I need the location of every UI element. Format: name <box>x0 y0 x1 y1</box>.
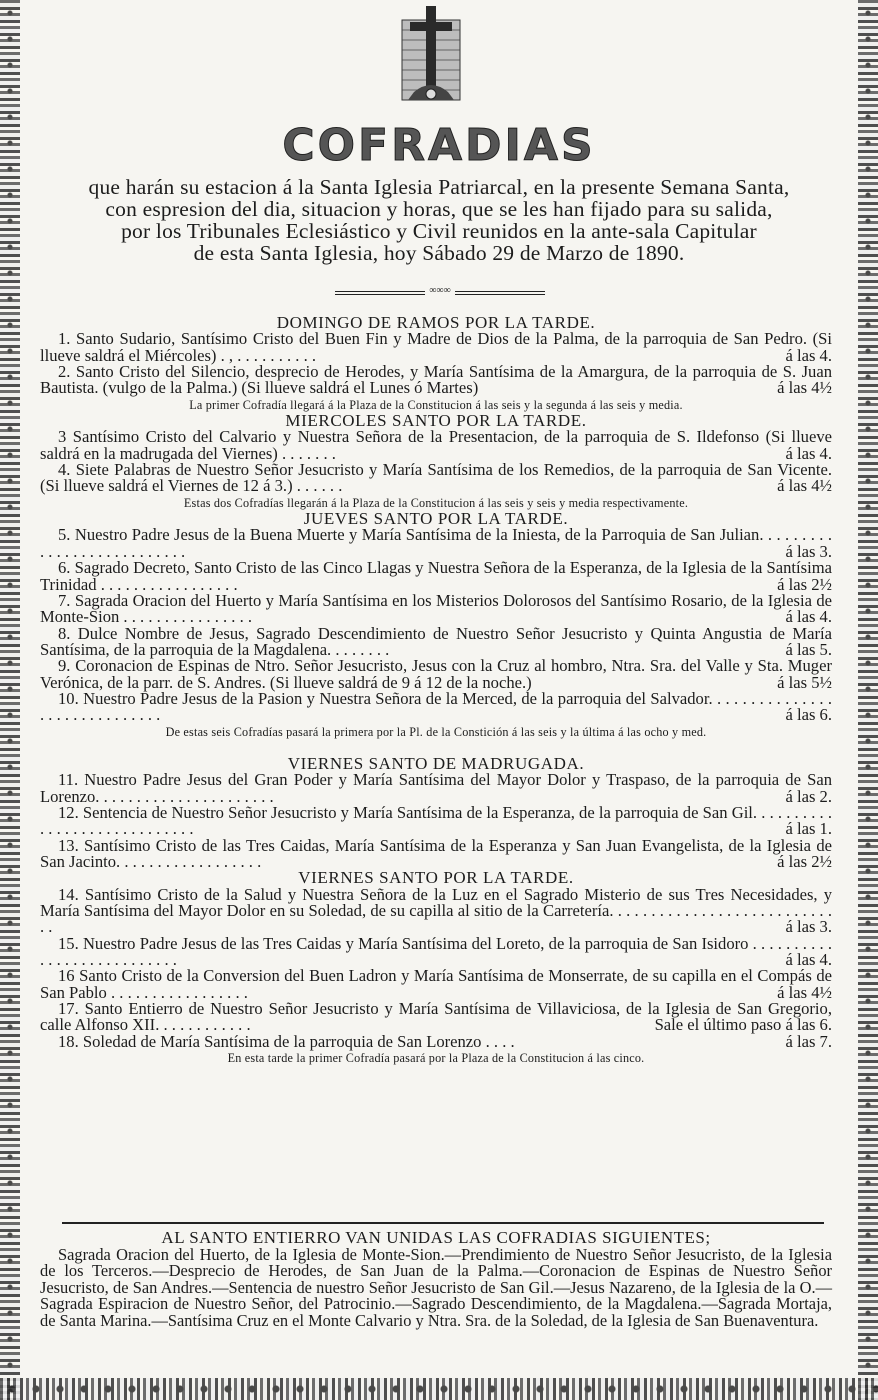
final-text: Sagrada Oracion del Huerto, de la Iglesia de Monte-Sion.—Prendimiento de Nuestro Señor Jesucristo, de la Iglesia de los Terceros.—Desprecio de Herodes, de San Juan de la Palma.—Coronacion de Espinas de Nuestro Señor Jesucristo, de San Andres.—Sentencia de nuestro Señor Jesucristo de San Gil.—Jesus Nazareno, de la Iglesia de la O.—Sagrada Espiracion de Nuestro Señor, del Patrocinio.—Sagrado Descendimiento, de la Magdalena.—Sagrada Mortaja, de Santa Marina.—Santísima Cruz en el Monte Calvario y Ntra. Sra. de la Soledad, de la Iglesia de San Buenaventura. <box>40 1244 832 1330</box>
section-title: DOMINGO DE RAMOS POR LA TARDE. <box>276 313 596 332</box>
entry-time: á las 4½ <box>777 476 832 496</box>
cofradia-entry: 16 Santo Cristo de la Conversion del Buen Ladron y María Santísima de Monserrate, de su capilla en el Compás de San Pablo . . . . . . . . . . . . . . . . . á las 4½ <box>40 966 832 1002</box>
entry-time: á las 3. <box>785 541 832 561</box>
section-note: La primer Cofradía llegará á la Plaza de la Constitucion á las seis y la segunda á las seis y media. <box>189 397 683 412</box>
section-title: VIERNES SANTO POR LA TARDE. <box>298 868 574 888</box>
rule-ornament: ∞∞∞ <box>425 286 455 296</box>
document-title: COFRADIAS <box>282 120 596 171</box>
entry-time: á las 7. <box>785 1031 832 1051</box>
final-block <box>40 1230 832 1329</box>
entry-time: á las 4. <box>785 950 832 970</box>
cofradia-entry: 2. Santo Cristo del Silencio, desprecio de Herodes, y María Santísima de la Amargura, de la parroquia de S. Juan Bautista. (vulgo de la Palma.) (Si llueve saldrá el Lunes ó Martes) á las 4½ <box>40 362 832 398</box>
cross-emblem-icon <box>384 0 478 104</box>
entry-time: á las 1. <box>785 819 832 839</box>
cofradia-entry: 7. Sagrada Oracion del Huerto y María Santísima en los Misterios Dolorosos del Santísimo Rosario, de la Iglesia de Monte-Sion . . . . . . . . . . . . . . . . á las 4. <box>40 590 832 627</box>
entry-time: á las 4. <box>785 345 832 365</box>
cofradia-entry: 3 Santísimo Cristo del Calvario y Nuestra Señora de la Presentacion, de la parroquia de S. Ildefonso (Si llueve saldrá en la madrugada del Viernes) . . . . . . . á las 4. <box>40 427 832 463</box>
cofradia-entry: 5. Nuestro Padre Jesus de la Buena Muerte y María Santísima de la Iniesta, de la Parroquia de San Julian. . . . . . . . . . . . . . . . . . . . . . . . . . . á las 3. <box>40 525 832 561</box>
cofradia-entry: 1. Santo Sudario, Santísimo Cristo del Buen Fin y Madre de Dios de la Palma, de la parroquia de San Pedro. (Si llueve saldrá el Miércoles) . , . . . . . . . . . . á las 4. <box>40 329 832 365</box>
section-title: VIERNES SANTO DE MADRUGADA. <box>287 753 585 773</box>
entry-time: á las 2. <box>785 786 832 806</box>
entry-time: á las 5. <box>785 639 832 659</box>
cofradia-entry: 10. Nuestro Padre Jesus de la Pasion y Nuestra Señora de la Merced, de la parroquia del Salvador. . . . . . . . . . . . . . . . . . . . . . . . . . . . . . á las 6. <box>40 688 832 725</box>
intro-line: de esta Santa Iglesia, hoy Sábado 29 de Marzo de 1890. <box>193 241 685 265</box>
entry-time: á las 2½ <box>777 852 832 871</box>
cofradia-entry: 9. Coronacion de Espinas de Ntro. Señor Jesucristo, Jesus con la Cruz al hombro, Ntra. Sra. del Valle y Sta. Muger Verónica, de la parr. de S. Andres. (Si llueve saldrá de 9 á 12 de la noche.) á las 5½ <box>40 656 832 692</box>
entry-time: á las 3. <box>785 917 832 937</box>
cofradia-entry: 13. Santísimo Cristo de las Tres Caidas, María Santísima de la Esperanza y San Juan Evangelista, de la Iglesia de San Jacinto. . . . . . . . . . . . . . . . . . á las 2½ <box>40 835 832 871</box>
cofradia-entry: 6. Sagrado Decreto, Santo Cristo de las Cinco Llagas y Nuestra Señora de la Esperanza, de la Iglesia de la Santísima Trinidad . . . . . . . . . . . . . . . . . á las 2½ <box>40 558 832 594</box>
entry-time: á las 2½ <box>777 574 832 594</box>
schedule-body <box>40 315 832 1066</box>
cofradia-entry: 18. Soledad de María Santísima de la parroquia de San Lorenzo . . . . á las 7. <box>58 1031 832 1051</box>
cofradia-entry: 15. Nuestro Padre Jesus de las Tres Caidas y María Santísima del Loreto, de la parroquia de San Isidoro . . . . . . . . . . . . . . . . . . . . . . . . . . . á las 4. <box>40 933 832 970</box>
entry-time: á las 4. <box>785 443 832 463</box>
section-title: JUEVES SANTO POR LA TARDE. <box>303 509 569 529</box>
section-note: En esta tarde la primer Cofradía pasará por la Plaza de la Constitucion á las cinco. <box>227 1051 645 1066</box>
ornamental-border-right <box>858 0 878 1400</box>
entry-time: Sale el último paso á las 6. <box>654 1015 832 1035</box>
intro-line: con espresion del dia, situacion y horas, que se les han fijado para su salida, <box>105 197 773 221</box>
entry-time: á las 4½ <box>777 378 832 398</box>
cofradia-entry: 8. Dulce Nombre de Jesus, Sagrado Descendimiento de Nuestro Señor Jesucristo y Quinta Angustia de María Santísima, de la parroquia de la Magdalena. . . . . . . . á las 5. <box>40 623 832 659</box>
cofradia-entry: 12. Sentencia de Nuestro Señor Jesucristo y María Santísima de la Esperanza, de la parroquia de San Gil. . . . . . . . . . . . . . . . . . . . . . . . . . . . . á las 1. <box>40 802 832 839</box>
entry-time: á las 6. <box>785 705 832 725</box>
final-title: AL SANTO ENTIERRO VAN UNIDAS LAS COFRADIAS SIGUIENTES; <box>161 1228 711 1247</box>
entry-time: á las 4½ <box>777 982 832 1002</box>
section-note: Estas dos Cofradías llegarán á la Plaza de la Constitucion á las seis y seis y media respectivamente. <box>183 495 689 510</box>
section-divider <box>62 1222 824 1224</box>
intro-paragraph <box>34 176 844 264</box>
ornamental-border-bottom <box>0 1378 878 1400</box>
ornamental-border-left <box>0 0 20 1400</box>
section-title: MIERCOLES SANTO POR LA TARDE. <box>285 411 587 431</box>
cofradia-entry: 17. Santo Entierro de Nuestro Señor Jesucristo y María Santísima de Villaviciosa, de la Iglesia de San Gregorio, calle Alfonso XII. . . . . . . . . . . . Sale el último paso á las 6. <box>40 999 832 1035</box>
entry-time: á las 4. <box>785 607 832 627</box>
cofradia-entry: 4. Siete Palabras de Nuestro Señor Jesucristo y María Santísima de los Remedios, de la parroquia de San Vicente. (Si llueve saldrá el Viernes de 12 á 3.) . . . . . . á las 4½ <box>40 460 832 496</box>
section-note: De estas seis Cofradías pasará la primera por la Pl. de la Constición á las seis y la última á las ocho y med. <box>165 724 707 739</box>
intro-line: que harán su estacion á la Santa Iglesia Patriarcal, en la presente Semana Santa, <box>88 175 790 199</box>
intro-line: por los Tribunales Eclesiástico y Civil reunidos en la ante-sala Capitular <box>121 219 757 243</box>
cofradia-entry: 11. Nuestro Padre Jesus del Gran Poder y María Santísima del Mayor Dolor y Traspaso, de la parroquia de San Lorenzo. . . . . . . . . . . . . . . . . . . . . . á las 2. <box>40 770 832 806</box>
entry-time: á las 5½ <box>777 672 832 692</box>
cofradia-entry: 14. Santísimo Cristo de la Salud y Nuestra Señora de la Luz en el Sagrado Misterio de sus Tres Necesidades, y María Santísima del Mayor Dolor en su Soledad, de su capilla al sitio de la Carretería. . . . . . . . . . . . . . . . . . . . . . . . . . . . . á las 3. <box>40 884 832 937</box>
